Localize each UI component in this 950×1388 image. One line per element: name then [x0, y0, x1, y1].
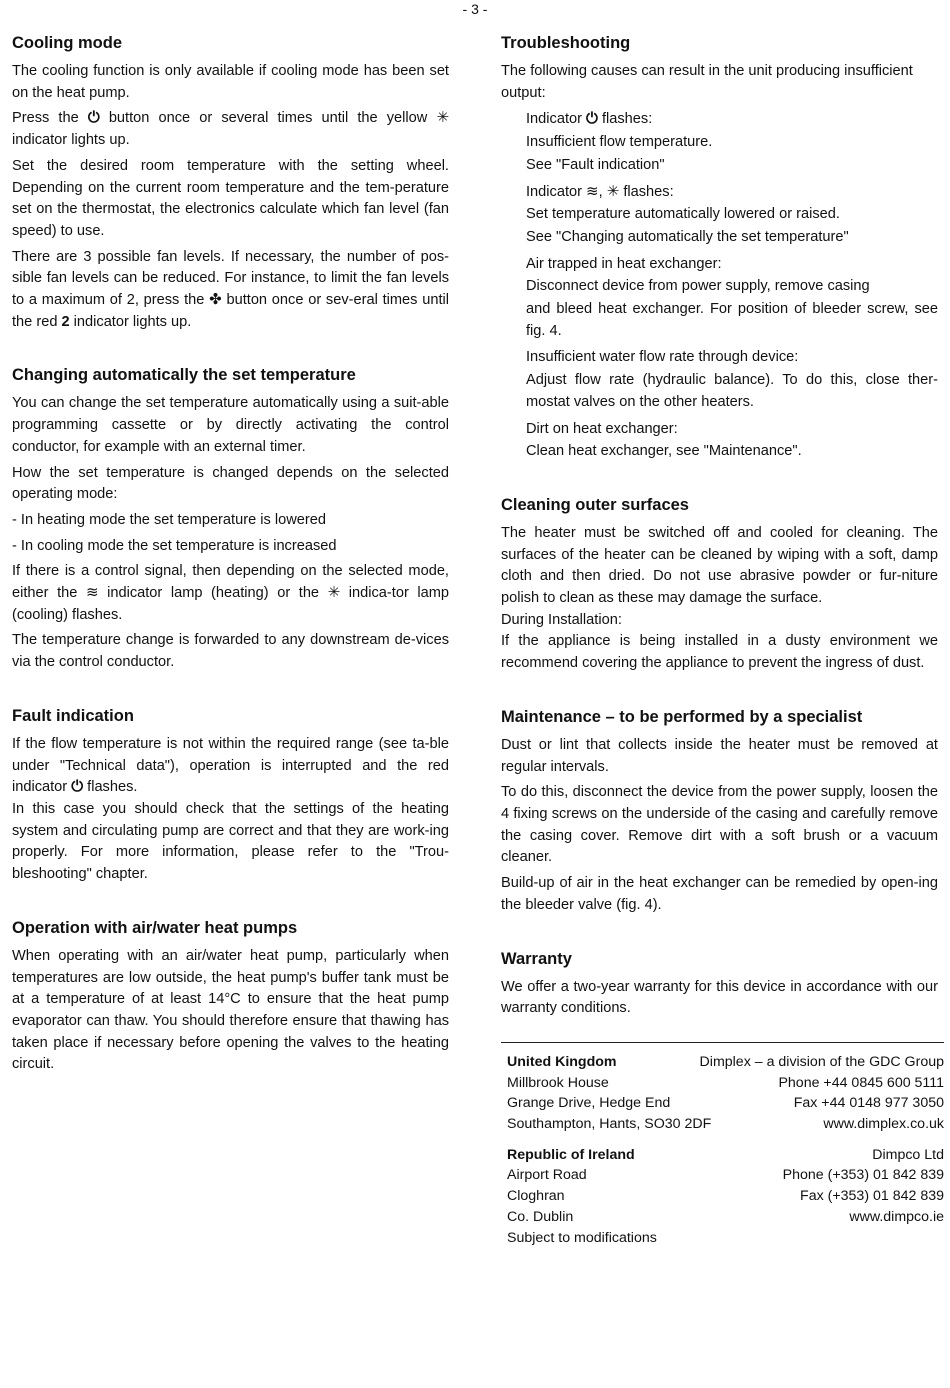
list-item: - In heating mode the set temperature is lowered	[12, 511, 326, 528]
section-changing-set-temperature	[12, 364, 449, 673]
section-warranty	[501, 948, 938, 1020]
paragraph: The following causes can result in the unit producing insufficient output:	[501, 63, 913, 101]
section-maintenance	[501, 706, 938, 917]
list-item: See "Fault indication"	[526, 156, 665, 173]
list-item: Dirt on heat exchanger:	[526, 420, 678, 437]
address-line: Airport Road	[507, 1167, 587, 1184]
website-link[interactable]: www.dimplex.co.uk	[823, 1116, 944, 1133]
paragraph: You can change the set temperature automatically using a suit-able programming cassette or by directly activating the control conductor, for example with an external timer.	[12, 395, 449, 455]
list-item: Air trapped in heat exchanger:	[526, 255, 722, 272]
address-line: Cloghran	[507, 1188, 565, 1205]
section-cooling-mode	[12, 32, 449, 333]
paragraph: The heater must be switched off and cooled for cleaning. The surfaces of the heater can be cleaned by wiping with a soft, damp cloth and then dried. Do not use abrasive powder or fur-niture polish to clean as these may damage the surface.	[501, 524, 938, 607]
list-item: and bleed heat exchanger. For position of bleeder screw, see fig. 4.	[526, 301, 938, 339]
paragraph: When operating with an air/water heat pump, particularly when temperatures are low outside, the heat pump's buffer tank must be at a temperature of at least 14°C to ensure that the heat pump evaporator can thaw. You should therefore ensure that thawing has taken place if necessary before opening the valves to the heating circuit.	[12, 947, 449, 1073]
page-number: - 3 -	[462, 1, 488, 17]
snowflake-icon: ✳	[436, 109, 450, 127]
heat-wave-icon: ≋	[85, 584, 99, 602]
paragraph: If there is a control signal, then depending on the selected mode, either the ≋ indicator lamp (heating) or the ✳ indica-tor lamp (cooling) flashes.	[12, 563, 450, 623]
list-item: - In cooling mode the set temperature is increased	[12, 537, 337, 554]
company-name: Dimpco Ltd	[872, 1146, 944, 1163]
heading-troubleshooting: Troubleshooting	[501, 34, 631, 52]
section-fault-indication	[12, 705, 449, 886]
paragraph: The temperature change is forwarded to any downstream de-vices via the control conductor.	[12, 632, 449, 671]
paragraph: We offer a two-year warranty for this device in accordance with our warranty conditions.	[501, 978, 938, 1017]
paragraph: During Installation:	[501, 611, 622, 628]
list-item: Adjust flow rate (hydraulic balance). To do this, close ther-mostat valves on the other heaters.	[526, 372, 938, 410]
phone-number: Phone +44 0845 600 5111	[778, 1074, 944, 1091]
website-link[interactable]: www.dimpco.ie	[849, 1208, 944, 1225]
paragraph: There are 3 possible fan levels. If necessary, the number of pos-sible fan levels can be reduced. For instance, to limit the fan levels to a maximum of 2, press the ✤ button once or sev-eral times until the red 2 indicator lights up.	[12, 248, 449, 330]
paragraph: Set the desired room temperature with the setting wheel. Depending on the current room temperature and the tem-perature set on the thermostat, the electronics calculate which fan level (fan speed) to use.	[12, 157, 449, 239]
paragraph: If the appliance is being installed in a dusty environment we recommend covering the appliance to prevent the ingress of dust.	[501, 633, 938, 672]
list-item: Indicator ⏻ flashes:	[526, 110, 653, 128]
address-line: Grange Drive, Hedge End	[507, 1095, 671, 1112]
troubleshooting-list	[501, 109, 938, 463]
paragraph: Build-up of air in the heat exchanger can be remedied by open-ing the bleeder valve (fig. 4).	[501, 875, 938, 913]
heading-warranty: Warranty	[501, 949, 572, 968]
list-item: Indicator ≋, ✳ flashes:	[526, 182, 674, 200]
address-line: Southampton, Hants, SO30 2DF	[507, 1116, 712, 1133]
country-label: United Kingdom	[507, 1053, 617, 1070]
fax-number: Fax (+353) 01 842 839	[800, 1188, 944, 1205]
section-troubleshooting	[501, 32, 938, 463]
fan-icon: ✤	[209, 291, 222, 309]
snowflake-icon: ✳	[327, 584, 341, 602]
paragraph: How the set temperature is changed depends on the selected operating mode:	[12, 464, 449, 503]
list-item: Clean heat exchanger, see "Maintenance".	[526, 443, 802, 460]
snowflake-icon: ✳	[606, 182, 620, 200]
modifications-note: Subject to modifications	[507, 1229, 657, 1246]
power-icon: ⏻	[71, 778, 84, 796]
paragraph: If the flow temperature is not within the required range (see ta-ble under "Technical data"), operation is interrupted and the red indicator ⏻ flashes.	[12, 735, 449, 796]
left-column	[12, 32, 449, 1107]
contact-block	[501, 1042, 944, 1248]
list-item: Insufficient water flow rate through device:	[526, 349, 799, 366]
section-cleaning	[501, 494, 938, 675]
contact-uk	[507, 1052, 944, 1135]
right-column	[501, 32, 944, 1248]
company-name: Dimplex – a division of the GDC Group	[699, 1053, 944, 1070]
heat-wave-icon: ≋	[586, 182, 599, 200]
heading-fault-indication: Fault indication	[12, 706, 134, 725]
paragraph: Dust or lint that collects inside the heater must be removed at regular intervals.	[501, 736, 938, 775]
heading-cleaning: Cleaning outer surfaces	[501, 495, 689, 514]
address-line: Co. Dublin	[507, 1208, 574, 1225]
list-item: See "Changing automatically the set temperature"	[526, 228, 849, 245]
paragraph: The cooling function is only available if cooling mode has been set on the heat pump.	[12, 63, 449, 101]
contact-ie	[507, 1145, 944, 1249]
paragraph: Press the ⏻ button once or several times until the yellow ✳ indicator lights up.	[12, 109, 450, 149]
country-label: Republic of Ireland	[507, 1146, 635, 1163]
phone-number: Phone (+353) 01 842 839	[782, 1167, 944, 1184]
heading-maintenance: Maintenance – to be performed by a specialist	[501, 707, 863, 726]
paragraph: To do this, disconnect the device from the power supply, loosen the 4 fixing screws on the underside of the casing and carefully remove the casing cover. Remove dirt with a soft brush or a vacuum cleaner.	[501, 784, 938, 866]
heading-cooling-mode: Cooling mode	[12, 34, 122, 52]
section-operation-air-water	[12, 917, 449, 1076]
heading-changing-set-temperature: Changing automatically the set temperature	[12, 366, 356, 385]
list-item: Set temperature automatically lowered or raised.	[526, 206, 840, 223]
paragraph: In this case you should check that the settings of the heating system and circulating pump are correct and that they are work-ing properly. For more information, please refer to the "Trou-bleshooting" chapter.	[12, 800, 449, 883]
fax-number: Fax +44 0148 977 3050	[793, 1095, 944, 1112]
list-item: Insufficient flow temperature.	[526, 134, 713, 151]
power-icon: ⏻	[586, 110, 598, 128]
list-item: Disconnect device from power supply, remove casing	[526, 278, 870, 295]
address-line: Millbrook House	[507, 1074, 609, 1091]
heading-operation-air-water: Operation with air/water heat pumps	[12, 918, 298, 937]
power-icon: ⏻	[87, 109, 100, 127]
